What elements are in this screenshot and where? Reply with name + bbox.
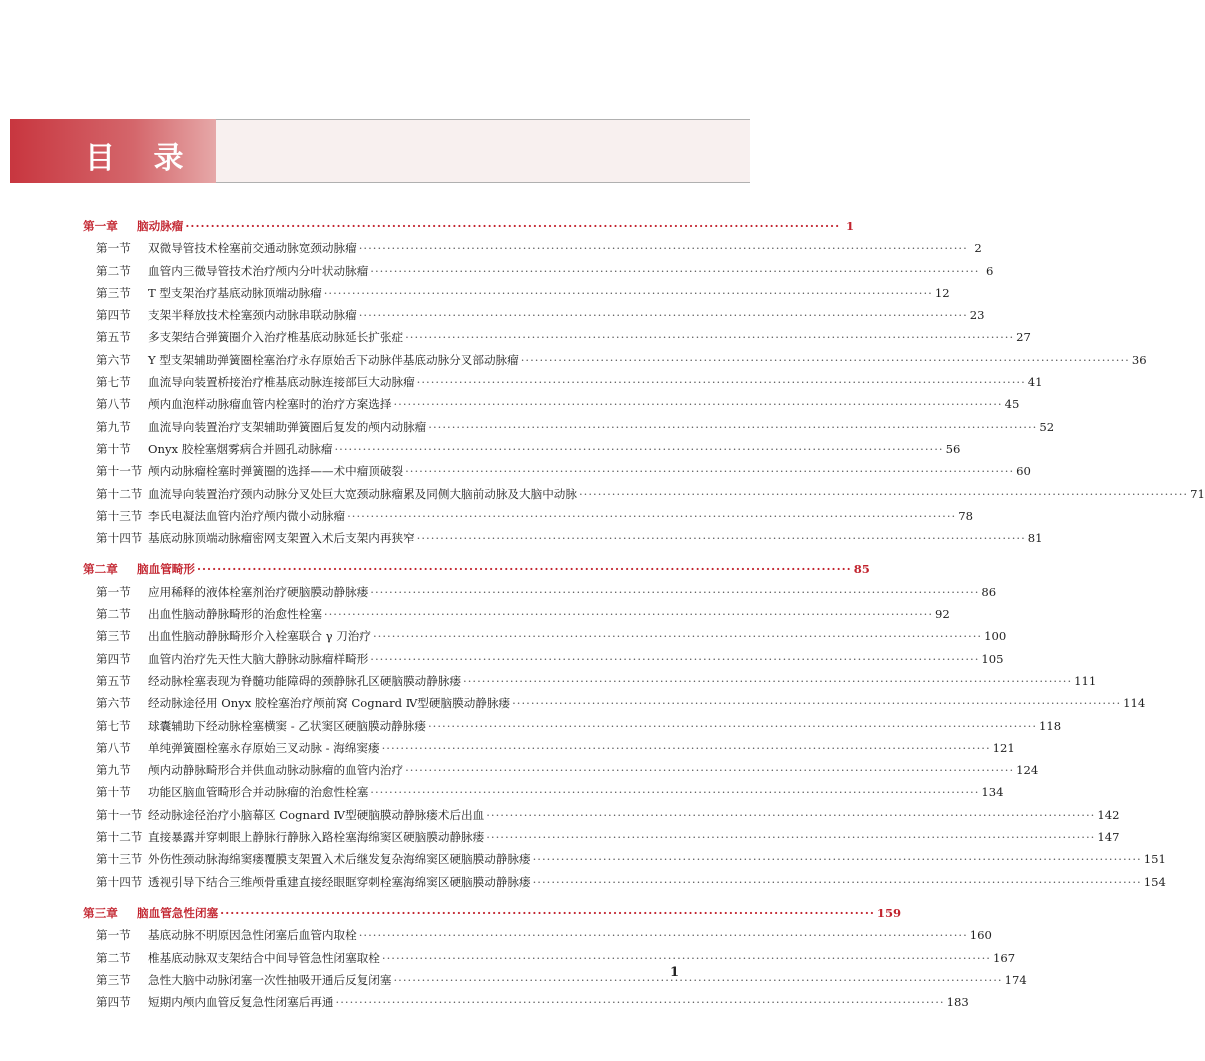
entry-page: 159 xyxy=(876,905,902,920)
entry-page: 45 xyxy=(1004,397,1020,412)
dot-leader xyxy=(334,438,943,460)
entry-title: 基底动脉不明原因急性闭塞后血管内取栓 xyxy=(148,928,357,943)
entry-page: 174 xyxy=(1004,972,1027,987)
entry-title: 短期内颅内血管反复急性闭塞后再通 xyxy=(148,995,334,1010)
entry-page: 52 xyxy=(1039,419,1055,434)
entry-number: 第四节 xyxy=(96,995,131,1010)
entry-number: 第四节 xyxy=(96,651,131,666)
toc-section-entry[interactable] xyxy=(83,581,997,603)
dot-leader xyxy=(533,871,1142,893)
entry-number: 第三节 xyxy=(96,629,131,644)
toc-section-entry[interactable] xyxy=(83,237,982,259)
entry-number: 第二节 xyxy=(96,263,131,278)
toc-section-entry[interactable] xyxy=(83,438,961,460)
entry-title: 李氏电凝法血管内治疗颅内微小动脉瘤 xyxy=(148,508,346,523)
entry-page: 92 xyxy=(935,607,950,622)
entry-page: 147 xyxy=(1097,830,1120,845)
dot-leader xyxy=(417,527,1026,549)
entry-title: 多支架结合弹簧圈介入治疗椎基底动脉延长扩张症 xyxy=(148,330,404,345)
entry-title: 双微导管技术栓塞前交通动脉宽颈动脉瘤 xyxy=(148,241,357,256)
entry-number: 第七节 xyxy=(96,375,131,390)
entry-title: 基底动脉顶端动脉瘤密网支架置入术后支架内再狭窄 xyxy=(148,531,415,546)
dot-leader xyxy=(486,804,1095,826)
entry-page: 134 xyxy=(981,785,1004,800)
toc-section-entry[interactable] xyxy=(83,282,950,304)
chapter-block xyxy=(83,902,1027,1013)
entry-number: 第四节 xyxy=(96,308,131,323)
toc-section-entry[interactable] xyxy=(83,781,1004,803)
dot-leader xyxy=(428,416,1037,438)
toc-section-entry[interactable] xyxy=(83,804,1120,826)
entry-number: 第二章 xyxy=(83,562,118,577)
toc-section-entry[interactable] xyxy=(83,505,973,527)
chapter-block xyxy=(83,558,1166,892)
toc-section-entry[interactable] xyxy=(83,826,1120,848)
dot-leader xyxy=(197,558,852,580)
toc-section-entry[interactable] xyxy=(83,483,1205,505)
entry-page: 105 xyxy=(981,651,1004,666)
entry-page: 12 xyxy=(934,285,950,300)
chapter-block xyxy=(83,215,1205,549)
entry-page: 56 xyxy=(945,441,961,456)
dot-leader xyxy=(382,737,991,759)
dot-leader xyxy=(405,326,1014,348)
dot-leader xyxy=(347,505,956,527)
entry-title: Onyx 胶栓塞烟雾病合并圆孔动脉瘤 xyxy=(148,441,333,456)
toc-section-entry[interactable] xyxy=(83,527,1043,549)
dot-leader xyxy=(220,902,875,924)
entry-title: 功能区脑血管畸形合并动脉瘤的治愈性栓塞 xyxy=(148,785,369,800)
dot-leader xyxy=(405,460,1014,482)
page-title: 目 录 xyxy=(85,141,198,176)
entry-page: 85 xyxy=(853,562,870,577)
entry-number: 第一章 xyxy=(83,219,118,233)
entry-page: 154 xyxy=(1143,874,1166,889)
toc-section-entry[interactable] xyxy=(83,692,1146,714)
entry-title: 透视引导下结合三维颅骨重建直接经眼眶穿刺栓塞海绵窦区硬脑膜动静脉瘘 xyxy=(148,874,531,889)
entry-number: 第一节 xyxy=(96,584,131,599)
dot-leader xyxy=(533,848,1142,870)
entry-page: 183 xyxy=(946,995,969,1010)
entry-title: 椎基底动脉双支架结合中间导管急性闭塞取栓 xyxy=(148,950,380,965)
entry-title: 颅内动静脉畸形合并供血动脉动脉瘤的血管内治疗 xyxy=(148,763,404,778)
entry-title: T 型支架治疗基底动脉顶端动脉瘤 xyxy=(148,285,322,300)
dot-leader xyxy=(417,371,1026,393)
entry-title: 直接暴露并穿刺眼上静脉行静脉入路栓塞海绵窦区硬脑膜动静脉瘘 xyxy=(148,830,485,845)
toc-section-entry[interactable] xyxy=(83,625,1007,647)
dot-leader xyxy=(405,759,1014,781)
entry-page: 160 xyxy=(969,928,992,943)
entry-title: 出血性脑动静脉畸形介入栓塞联合 γ 刀治疗 xyxy=(148,629,371,644)
entry-title: 颅内动脉瘤栓塞时弹簧圈的选择——术中瘤顶破裂 xyxy=(148,464,404,479)
entry-number: 第十一节 xyxy=(96,464,143,479)
toc-section-entry[interactable] xyxy=(83,326,1031,348)
entry-page: 151 xyxy=(1143,852,1166,867)
page-number: 1 xyxy=(670,965,680,980)
entry-number: 第八节 xyxy=(96,740,131,755)
dot-leader xyxy=(324,603,933,625)
dot-leader xyxy=(373,625,982,647)
dot-leader xyxy=(463,670,1072,692)
entry-title: 经动脉途径治疗小脑幕区 Cognard Ⅳ型硬脑膜动静脉瘘术后出血 xyxy=(148,807,485,822)
entry-page: 167 xyxy=(992,950,1016,965)
dot-leader xyxy=(185,215,840,237)
toc-section-entry[interactable] xyxy=(83,393,1020,415)
dot-leader xyxy=(370,648,979,670)
entry-title: 球囊辅助下经动脉栓塞横窦 - 乙状窦区硬脑膜动静脉瘘 xyxy=(148,718,426,733)
dot-leader xyxy=(521,349,1130,371)
entry-number: 第八节 xyxy=(96,397,131,412)
toc-section-entry[interactable] xyxy=(83,416,1055,438)
entry-page: 2 xyxy=(974,241,982,256)
dot-leader xyxy=(359,304,968,326)
entry-page: 142 xyxy=(1097,807,1120,822)
dot-leader xyxy=(393,969,1002,991)
entry-title: 外伤性颈动脉海绵窦瘘覆膜支架置入术后继发复杂海绵窦区硬脑膜动静脉瘘 xyxy=(148,852,531,867)
entry-number: 第五节 xyxy=(96,330,131,345)
entry-number: 第六节 xyxy=(96,696,131,711)
dot-leader xyxy=(370,260,979,282)
entry-title: 血流导向装置治疗支架辅助弹簧圈后复发的颅内动脉瘤 xyxy=(148,419,427,434)
toc-section-entry[interactable] xyxy=(83,670,1097,692)
banner-red-block xyxy=(10,119,216,183)
entry-page: 114 xyxy=(1123,696,1146,711)
entry-title: 支架半释放技术栓塞颈内动脉串联动脉瘤 xyxy=(148,308,357,323)
entry-title: Y 型支架辅助弹簧圈栓塞治疗永存原始舌下动脉伴基底动脉分叉部动脉瘤 xyxy=(148,352,519,367)
table-of-contents xyxy=(83,215,1205,1022)
toc-section-entry[interactable] xyxy=(83,648,1004,670)
entry-title: 血流导向装置桥接治疗椎基底动脉连接部巨大动脉瘤 xyxy=(148,375,415,390)
entry-title: 经动脉途径用 Onyx 胶栓塞治疗颅前窝 Cognard Ⅳ型硬脑膜动静脉瘘 xyxy=(148,696,511,711)
toc-section-entry[interactable] xyxy=(83,969,1027,991)
entry-number: 第十节 xyxy=(96,785,131,800)
dot-leader xyxy=(486,826,1095,848)
toc-section-entry[interactable] xyxy=(83,260,994,282)
entry-number: 第七节 xyxy=(96,718,131,733)
toc-section-entry[interactable] xyxy=(83,603,950,625)
toc-section-entry[interactable] xyxy=(83,848,1166,870)
entry-title: 单纯弹簧圈栓塞永存原始三叉动脉 - 海绵窦瘘 xyxy=(148,740,380,755)
entry-page: 78 xyxy=(958,508,973,523)
toc-chapter-entry[interactable] xyxy=(83,215,855,237)
entry-title: 经动脉栓塞表现为脊髓功能障碍的颈静脉孔区硬脑膜动静脉瘘 xyxy=(148,673,462,688)
entry-page: 23 xyxy=(969,308,985,323)
entry-page: 27 xyxy=(1016,330,1031,345)
entry-title: 急性大脑中动脉闭塞一次性抽吸开通后反复闭塞 xyxy=(148,972,392,987)
entry-number: 第二节 xyxy=(96,950,131,965)
entry-number: 第一节 xyxy=(96,928,131,943)
dot-leader xyxy=(579,483,1188,505)
dot-leader xyxy=(393,393,1002,415)
dot-leader xyxy=(382,947,991,969)
dot-leader xyxy=(359,924,968,946)
dot-leader xyxy=(370,581,979,603)
toc-section-entry[interactable] xyxy=(83,349,1147,371)
entry-title: 应用稀释的液体栓塞剂治疗硬脑膜动静脉瘘 xyxy=(148,584,369,599)
entry-number: 第三章 xyxy=(83,905,118,920)
entry-page: 1 xyxy=(846,219,855,233)
entry-page: 6 xyxy=(986,263,994,278)
entry-number: 第十四节 xyxy=(96,874,143,889)
entry-title: 血管内三微导管技术治疗颅内分叶状动脉瘤 xyxy=(148,263,369,278)
entry-number: 第十四节 xyxy=(96,531,143,546)
entry-number: 第三节 xyxy=(96,285,131,300)
entry-number: 第三节 xyxy=(96,972,131,987)
entry-title: 血流导向装置治疗颈内动脉分叉处巨大宽颈动脉瘤累及同侧大脑前动脉及大脑中动脉 xyxy=(148,486,577,501)
entry-number: 第一节 xyxy=(96,241,131,256)
toc-section-entry[interactable] xyxy=(83,715,1062,737)
entry-number: 第九节 xyxy=(96,763,131,778)
entry-page: 86 xyxy=(981,584,997,599)
entry-number: 第六节 xyxy=(96,352,131,367)
toc-section-entry[interactable] xyxy=(83,947,1016,969)
entry-number: 第十二节 xyxy=(96,830,143,845)
entry-number: 第九节 xyxy=(96,419,131,434)
entry-title: 脑血管急性闭塞 xyxy=(137,905,219,920)
toc-chapter-entry[interactable] xyxy=(83,558,870,580)
toc-section-entry[interactable] xyxy=(83,924,992,946)
toc-section-entry[interactable] xyxy=(83,737,1015,759)
dot-leader xyxy=(336,991,945,1013)
dot-leader xyxy=(370,781,979,803)
toc-section-entry[interactable] xyxy=(83,460,1031,482)
banner-light-block xyxy=(216,119,750,183)
entry-title: 脑血管畸形 xyxy=(137,562,195,577)
entry-page: 41 xyxy=(1027,375,1043,390)
toc-section-entry[interactable] xyxy=(83,871,1166,893)
entry-title: 脑动脉瘤 xyxy=(137,219,184,233)
dot-leader xyxy=(428,715,1037,737)
entry-number: 第十节 xyxy=(96,441,131,456)
entry-number: 第十三节 xyxy=(96,508,143,523)
dot-leader xyxy=(512,692,1121,714)
entry-page: 60 xyxy=(1016,464,1031,479)
entry-number: 第十三节 xyxy=(96,852,143,867)
entry-page: 100 xyxy=(984,629,1007,644)
entry-number: 第二节 xyxy=(96,607,131,622)
toc-chapter-entry[interactable] xyxy=(83,902,902,924)
entry-page: 124 xyxy=(1016,763,1039,778)
entry-title: 血管内治疗先天性大脑大静脉动脉瘤样畸形 xyxy=(148,651,369,666)
entry-page: 111 xyxy=(1074,673,1097,688)
dot-leader xyxy=(324,282,933,304)
entry-number: 第十一节 xyxy=(96,807,143,822)
dot-leader xyxy=(359,237,968,259)
toc-section-entry[interactable] xyxy=(83,371,1043,393)
toc-section-entry[interactable] xyxy=(83,759,1039,781)
entry-page: 118 xyxy=(1039,718,1062,733)
entry-number: 第十二节 xyxy=(96,486,143,501)
entry-title: 出血性脑动静脉畸形的治愈性栓塞 xyxy=(148,607,322,622)
toc-section-entry[interactable] xyxy=(83,304,985,326)
entry-page: 71 xyxy=(1190,486,1205,501)
toc-header-banner xyxy=(10,119,750,183)
entry-page: 121 xyxy=(992,740,1015,755)
entry-page: 81 xyxy=(1027,531,1043,546)
entry-title: 颅内血泡样动脉瘤血管内栓塞时的治疗方案选择 xyxy=(148,397,392,412)
toc-section-entry[interactable] xyxy=(83,991,969,1013)
entry-page: 36 xyxy=(1131,352,1147,367)
entry-number: 第五节 xyxy=(96,673,131,688)
